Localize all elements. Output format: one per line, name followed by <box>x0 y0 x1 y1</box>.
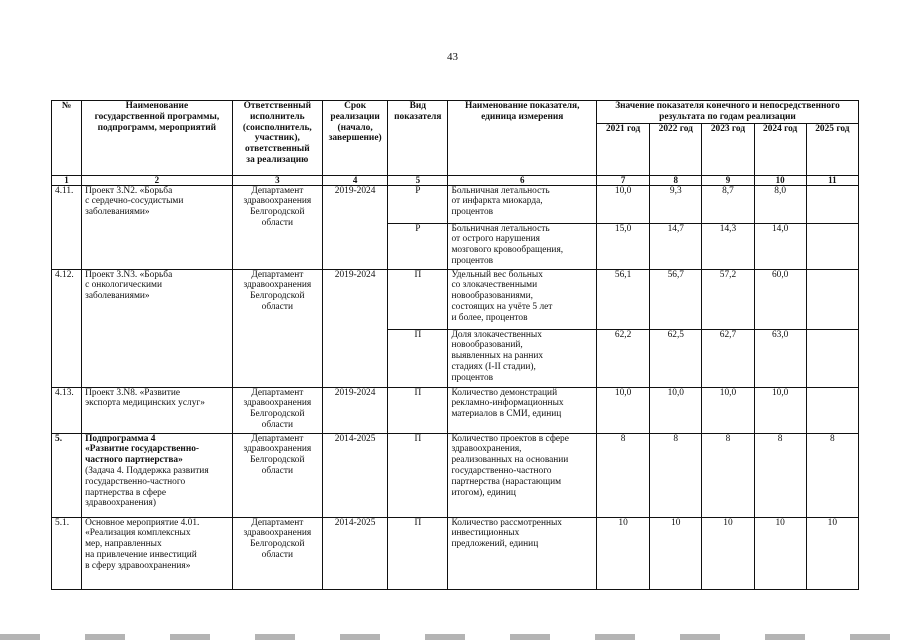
row-term: 2014-2025 <box>322 433 387 517</box>
value-2024: 63,0 <box>754 329 806 387</box>
header-year-2022: 2022 год <box>650 123 702 175</box>
value-2022: 8 <box>650 433 702 517</box>
header-year-2024: 2024 год <box>754 123 806 175</box>
column-number: 8 <box>650 175 702 185</box>
row-number: 5.1. <box>52 517 82 589</box>
row-name: Проект 3.N3. «Борьба с онкологическими заболеваниями» <box>82 269 233 387</box>
column-number: 3 <box>232 175 322 185</box>
row-term: 2019-2024 <box>322 185 387 269</box>
row-number: 5. <box>52 433 82 517</box>
header-year-2021: 2021 год <box>596 123 649 175</box>
value-2023: 10,0 <box>702 387 754 433</box>
subprogram-task: (Задача 4. Поддержка развития государственно-частного партнерства в сфере здравоохранения) <box>85 465 209 509</box>
subprogram-title: Подпрограмма 4 «Развитие государственно- частного партнерства» <box>85 433 200 466</box>
table-row <box>52 433 859 517</box>
row-executor: Департамент здравоохранения Белгородской области <box>232 185 322 269</box>
value-2024: 14,0 <box>754 223 806 269</box>
column-number: 10 <box>754 175 806 185</box>
value-2023: 57,2 <box>702 269 754 329</box>
table-row <box>52 185 859 223</box>
header-kind: Вид показателя <box>388 101 448 176</box>
table-row <box>52 517 859 589</box>
value-2025 <box>806 223 858 269</box>
indicator-name: Удельный вес больных со злокачественными новообразованиями, состоящих на учёте 5 лет и более, процентов <box>448 269 597 329</box>
row-term: 2019-2024 <box>322 269 387 387</box>
row-name-cell <box>82 433 233 517</box>
row-executor: Департамент здравоохранения Белгородской области <box>232 517 322 589</box>
row-executor: Департамент здравоохранения Белгородской области <box>232 269 322 387</box>
header-year-2023: 2023 год <box>702 123 754 175</box>
value-2024: 60,0 <box>754 269 806 329</box>
indicator-name: Количество демонстраций рекламно-информационных материалов в СМИ, единиц <box>448 387 597 433</box>
indicator-kind: Р <box>388 185 448 223</box>
value-2022: 9,3 <box>650 185 702 223</box>
value-2024: 10 <box>754 517 806 589</box>
page-number: 43 <box>447 51 458 63</box>
indicator-name: Больничная летальность от инфаркта миокарда, процентов <box>448 185 597 223</box>
value-2025: 8 <box>806 433 858 517</box>
column-number: 7 <box>596 175 649 185</box>
column-number: 4 <box>322 175 387 185</box>
value-2024: 8 <box>754 433 806 517</box>
indicator-kind: П <box>388 433 448 517</box>
column-number: 2 <box>82 175 233 185</box>
row-number: 4.11. <box>52 185 82 269</box>
table-row <box>52 269 859 329</box>
indicator-kind: П <box>388 329 448 387</box>
row-number: 4.13. <box>52 387 82 433</box>
value-2022: 56,7 <box>650 269 702 329</box>
value-2022: 10,0 <box>650 387 702 433</box>
row-number: 4.12. <box>52 269 82 387</box>
indicator-name: Количество проектов в сфере здравоохранения, реализованных на основании государственно-частного партнерства (нарастающим итогом), единиц <box>448 433 597 517</box>
column-number: 11 <box>806 175 858 185</box>
table-row <box>52 387 859 433</box>
indicator-kind: Р <box>388 223 448 269</box>
row-name: Основное мероприятие 4.01. «Реализация комплексных мер, направленных на привлечение инвестиций в сферу здравоохранения» <box>82 517 233 589</box>
scan-edge-artifact <box>0 634 905 640</box>
row-name: Проект 3.N8. «Развитие экспорта медицинских услуг» <box>82 387 233 433</box>
header-values-group: Значение показателя конечного и непосредственного результата по годам реализации <box>596 101 858 124</box>
value-2021: 10,0 <box>596 387 649 433</box>
column-number: 9 <box>702 175 754 185</box>
value-2021: 15,0 <box>596 223 649 269</box>
header-name: Наименование государственной программы, подпрограмм, мероприятий <box>82 101 233 176</box>
value-2023: 8 <box>702 433 754 517</box>
header-year-2025: 2025 год <box>806 123 858 175</box>
indicator-kind: П <box>388 269 448 329</box>
indicator-name: Больничная летальность от острого нарушения мозгового кровообращения, процентов <box>448 223 597 269</box>
value-2021: 10,0 <box>596 185 649 223</box>
value-2024: 10,0 <box>754 387 806 433</box>
header-indicator: Наименование показателя, единица измерения <box>448 101 597 176</box>
indicators-table <box>51 100 859 590</box>
value-2023: 8,7 <box>702 185 754 223</box>
column-number: 1 <box>52 175 82 185</box>
value-2021: 10 <box>596 517 649 589</box>
value-2021: 62,2 <box>596 329 649 387</box>
row-executor: Департамент здравоохранения Белгородской области <box>232 433 322 517</box>
value-2023: 10 <box>702 517 754 589</box>
header-executor: Ответственный исполнитель (соисполнитель, участник), ответственный за реализацию <box>232 101 322 176</box>
value-2025 <box>806 387 858 433</box>
value-2025 <box>806 329 858 387</box>
value-2021: 8 <box>596 433 649 517</box>
indicator-name: Доля злокачественных новообразований, выявленных на ранних стадиях (I-II стадии), процентов <box>448 329 597 387</box>
column-number: 6 <box>448 175 597 185</box>
value-2023: 62,7 <box>702 329 754 387</box>
header-no: № <box>52 101 82 176</box>
row-term: 2019-2024 <box>322 387 387 433</box>
indicator-kind: П <box>388 517 448 589</box>
value-2022: 14,7 <box>650 223 702 269</box>
value-2025 <box>806 269 858 329</box>
row-executor: Департамент здравоохранения Белгородской области <box>232 387 322 433</box>
value-2025: 10 <box>806 517 858 589</box>
value-2023: 14,3 <box>702 223 754 269</box>
column-number: 5 <box>388 175 448 185</box>
value-2022: 10 <box>650 517 702 589</box>
indicator-kind: П <box>388 387 448 433</box>
indicator-name: Количество рассмотренных инвестиционных предложений, единиц <box>448 517 597 589</box>
value-2025 <box>806 185 858 223</box>
column-numbers-row <box>52 175 859 185</box>
header-term: Срок реализации (начало, завершение) <box>322 101 387 176</box>
value-2021: 56,1 <box>596 269 649 329</box>
row-name: Проект 3.N2. «Борьба с сердечно-сосудистыми заболеваниями» <box>82 185 233 269</box>
row-term: 2014-2025 <box>322 517 387 589</box>
value-2022: 62,5 <box>650 329 702 387</box>
value-2024: 8,0 <box>754 185 806 223</box>
